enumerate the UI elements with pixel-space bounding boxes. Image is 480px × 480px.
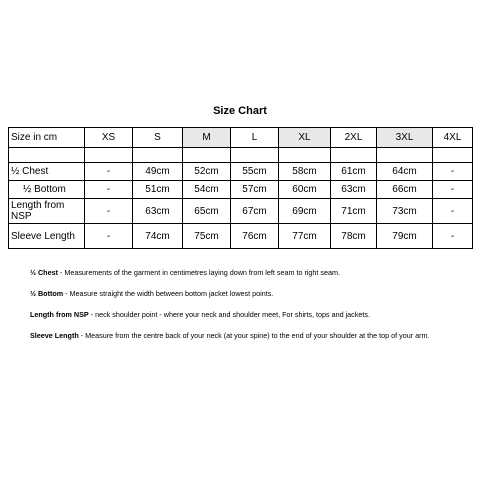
header-label: Size in cm (9, 128, 85, 148)
table-cell: 67cm (231, 199, 279, 224)
table-cell: 63cm (133, 199, 183, 224)
table-cell: 74cm (133, 224, 183, 249)
size-s: S (133, 128, 183, 148)
table-cell: - (85, 199, 133, 224)
row-label: Length from NSP (9, 199, 85, 224)
table-cell: 64cm (377, 163, 433, 181)
size-xl: XL (279, 128, 331, 148)
header-row (9, 128, 473, 148)
measurement-notes (30, 268, 460, 352)
note-text: - Measure straight the width between bottom jacket lowest points. (63, 289, 274, 298)
note-term: Length from NSP (30, 310, 89, 319)
table-cell: - (433, 199, 473, 224)
table-cell: 60cm (279, 181, 331, 199)
table-cell: - (85, 181, 133, 199)
note-text: - Measurements of the garment in centimetres laying down from left seam to right seam. (57, 268, 340, 277)
table-cell: 57cm (231, 181, 279, 199)
table-cell: 75cm (183, 224, 231, 249)
page-title: Size Chart (213, 105, 267, 117)
table-cell: 58cm (279, 163, 331, 181)
table-cell: - (433, 181, 473, 199)
table-cell: 65cm (183, 199, 231, 224)
note-length (30, 310, 460, 320)
table-cell: 69cm (279, 199, 331, 224)
note-chest (30, 268, 460, 278)
size-4xl: 4XL (433, 128, 473, 148)
table-cell: 77cm (279, 224, 331, 249)
row-label: ½ Chest (9, 163, 85, 181)
table-cell: - (433, 163, 473, 181)
table-cell: 73cm (377, 199, 433, 224)
table-cell: 49cm (133, 163, 183, 181)
size-xs: XS (85, 128, 133, 148)
table-cell: 63cm (331, 181, 377, 199)
table-cell: 51cm (133, 181, 183, 199)
note-sleeve (30, 331, 460, 341)
table-cell: 54cm (183, 181, 231, 199)
table-row-length (9, 199, 473, 224)
note-text: - neck shoulder point - where your neck and shoulder meet, For shirts, tops and jackets. (88, 310, 370, 319)
table-cell: 79cm (377, 224, 433, 249)
size-table (8, 127, 473, 249)
table-cell: - (433, 224, 473, 249)
row-label: Sleeve Length (9, 224, 85, 249)
table-cell: - (85, 163, 133, 181)
table-cell: - (85, 224, 133, 249)
note-text: - Measure from the centre back of your neck (at your spine) to the end of your shoulder at the top of your arm. (78, 331, 430, 340)
note-bottom (30, 289, 460, 299)
size-3xl: 3XL (377, 128, 433, 148)
table-cell: 71cm (331, 199, 377, 224)
table-cell: 52cm (183, 163, 231, 181)
size-l: L (231, 128, 279, 148)
note-term: ½ Chest (30, 268, 58, 277)
note-term: ½ Bottom (30, 289, 64, 298)
table-cell: 66cm (377, 181, 433, 199)
size-m: M (183, 128, 231, 148)
table-cell: 61cm (331, 163, 377, 181)
row-label: ½ Bottom (9, 181, 85, 199)
table-row-chest (9, 163, 473, 181)
note-term: Sleeve Length (30, 331, 79, 340)
table-row-bottom (9, 181, 473, 199)
table-row-sleeve (9, 224, 473, 249)
table-cell: 78cm (331, 224, 377, 249)
size-2xl: 2XL (331, 128, 377, 148)
spacer-row (9, 148, 473, 163)
table-cell: 55cm (231, 163, 279, 181)
table-cell: 76cm (231, 224, 279, 249)
